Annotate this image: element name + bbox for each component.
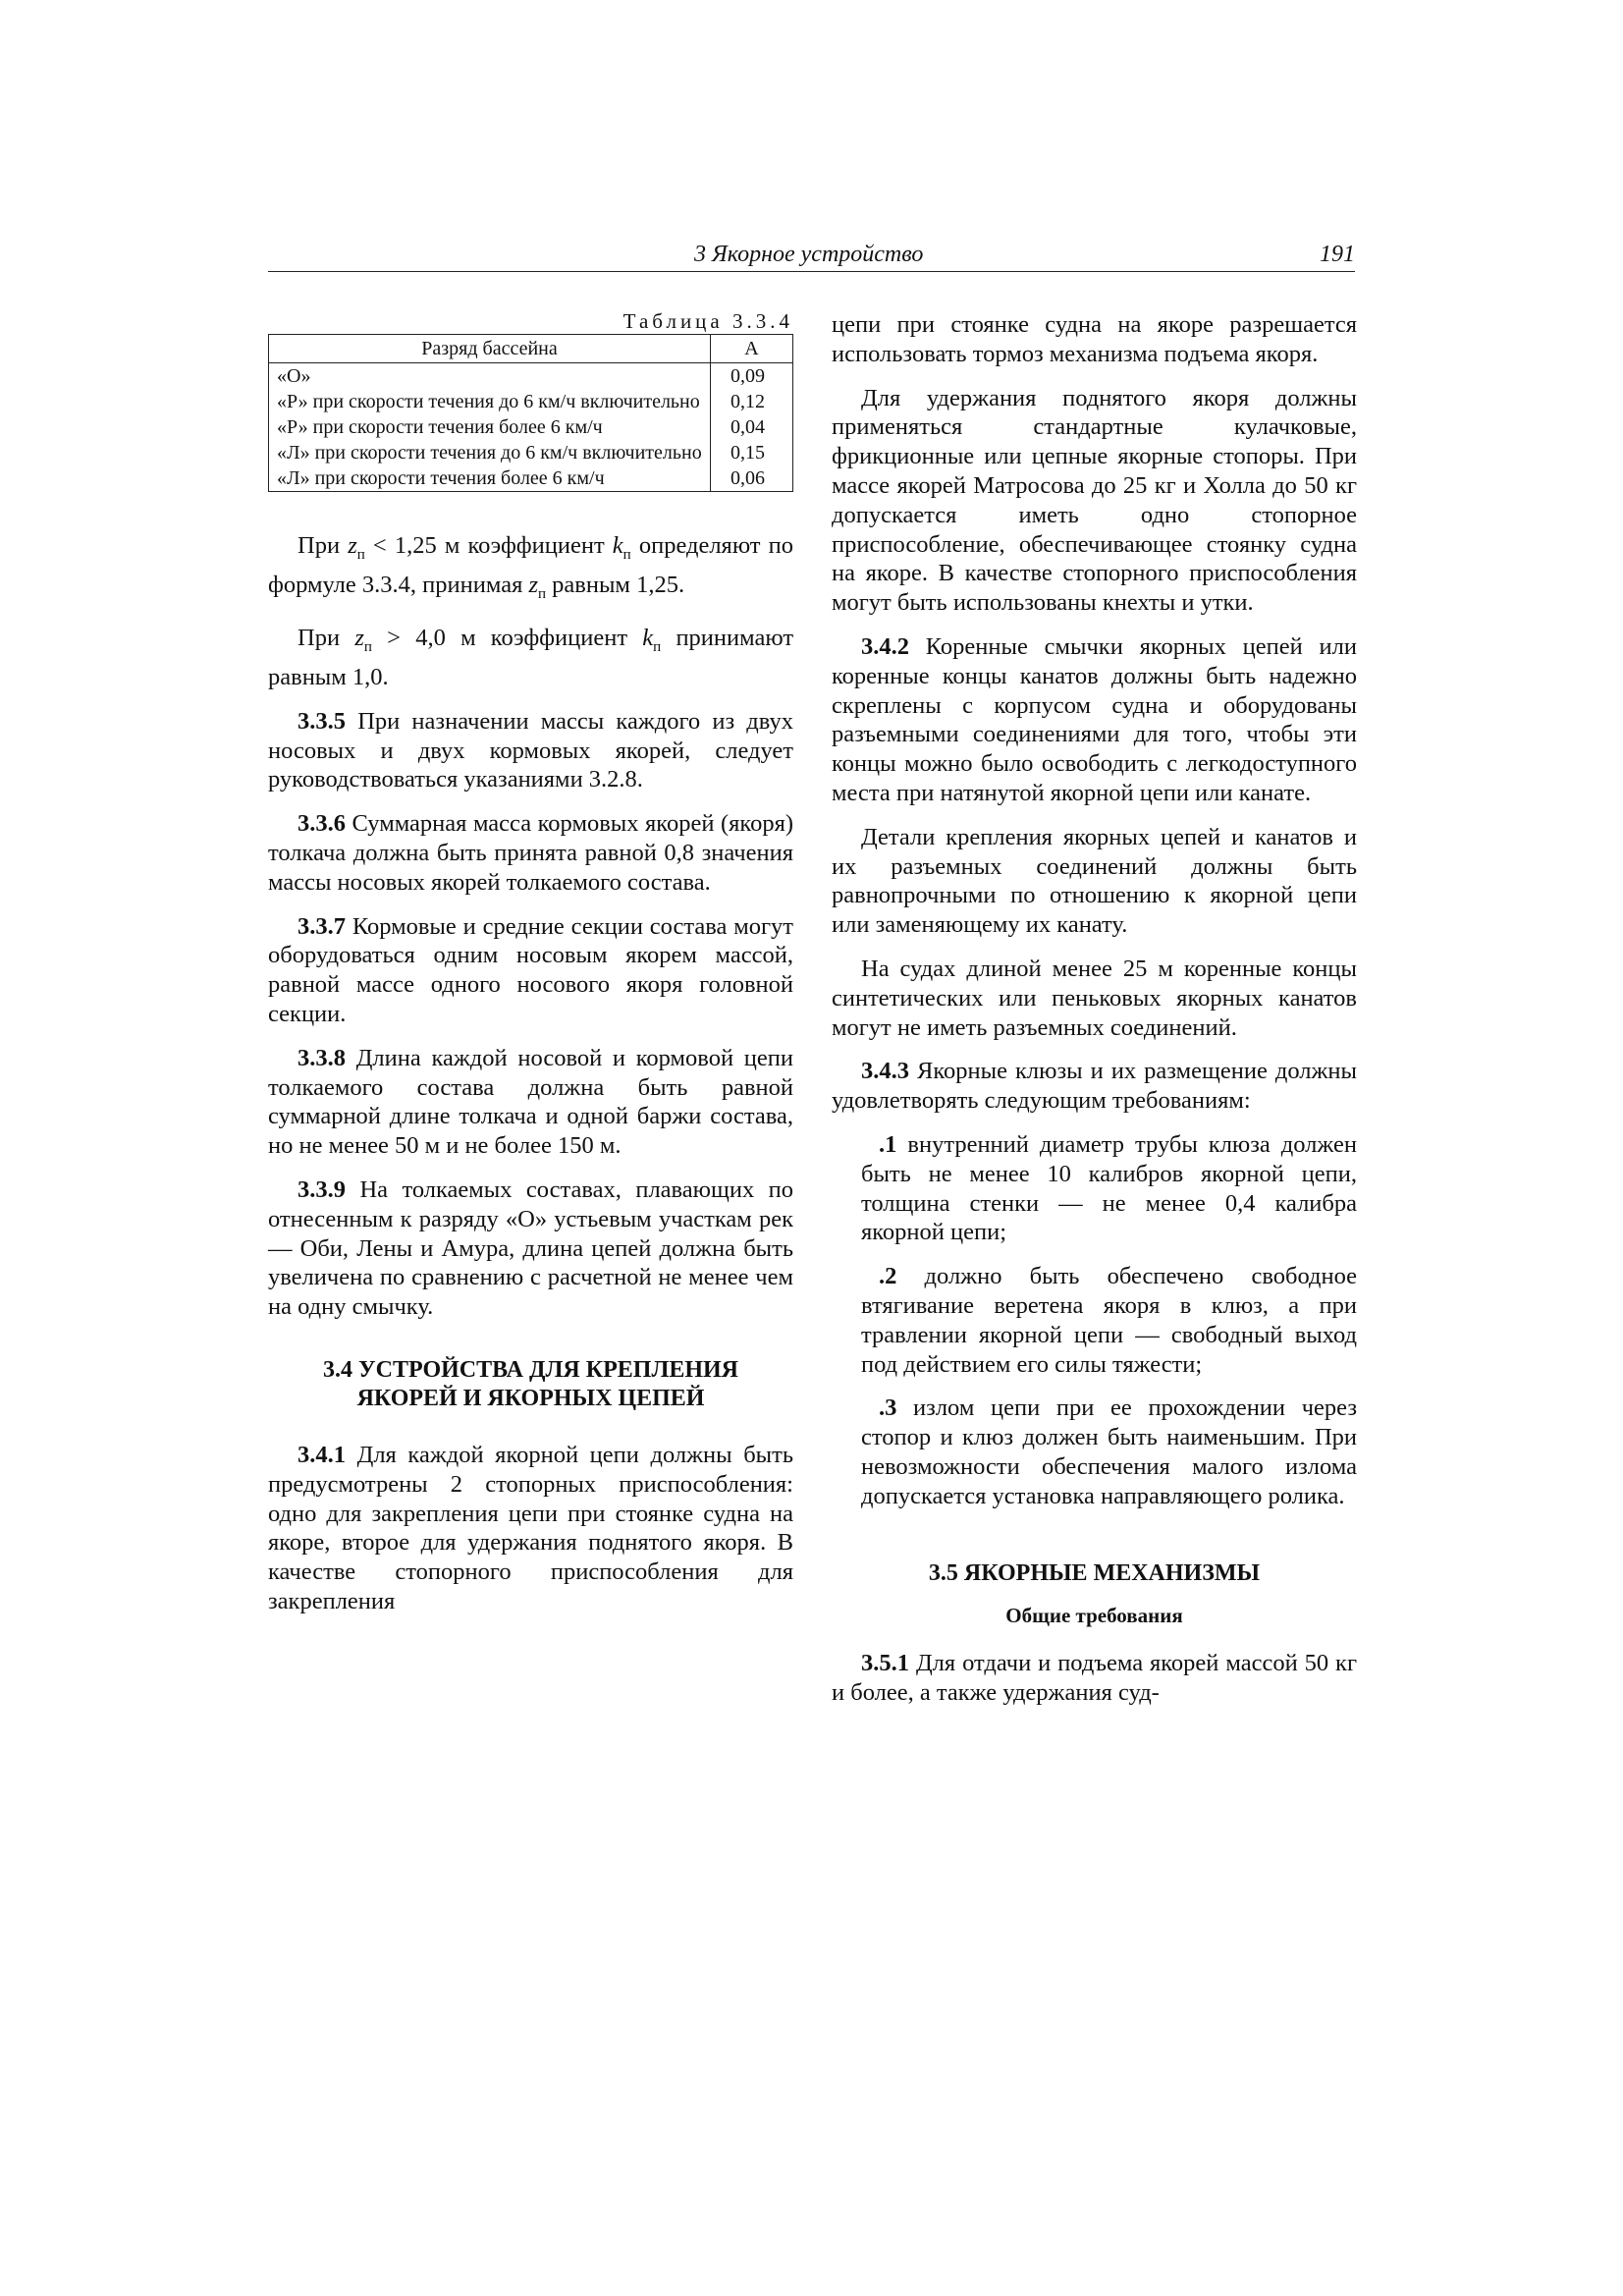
paragraph-hold-anchor: Для удержания поднятого якоря должны применяться стандартные кулачковые, фрикционные или цепные якорные стопоры. При массе якорей Матросова до 25 кг и Холла до 50 кг допускается иметь одно стопорное приспособление, обеспечивающее стоянку судна на якоре. В качестве стопорного приспособления могут быть использованы кнехты и утки. xyxy=(832,384,1357,617)
section-heading-3-4: 3.4 УСТРОЙСТВА ДЛЯ КРЕПЛЕНИЯ ЯКОРЕЙ И ЯКОРНЫХ ЦЕПЕЙ xyxy=(323,1357,738,1411)
table-header-basin: Разряд бассейна xyxy=(269,335,711,363)
clause-3-4-1: 3.4.1 Для каждой якорной цепи должны быть предусмотрены 2 стопорных приспособления: одно для закрепления цепи при стоянке судна на якоре, второе для удержания поднятого якоря. В качестве стопорного приспособления для закрепления xyxy=(268,1442,794,1614)
paragraph-z-greater: При $z_п > 4,0$ м коэффициент $k_п$ принимают равным 1,0. xyxy=(268,625,794,691)
paragraph-small-ships: На судах длиной менее 25 м коренные концы синтетических или пеньковых якорных канатов могут не иметь разъемных соединений. xyxy=(832,955,1357,1041)
clause-3-4-2: 3.4.2 Коренные смычки якорных цепей или коренные концы канатов должны быть надежно скреплены с корпусом судна и оборудованы разъемными соединениями для того, чтобы эти концы можно было освободить с легкодоступного места при натянутой якорной цепи или канате. xyxy=(832,632,1357,806)
clause-3-4-3: 3.4.3 Якорные клюзы и их размещение должны удовлетворять следующим требованиям: xyxy=(832,1058,1358,1115)
chapter-title: 3 Якорное устройство xyxy=(694,242,924,267)
clause-3-3-5: 3.3.5 При назначении массы каждого из двух носовых и двух кормовых якорей, следует руководствоваться указаниями 3.2.8. xyxy=(268,707,793,793)
table-row xyxy=(269,414,793,440)
table-cell-label: «О» xyxy=(269,363,711,390)
table-cell-label: «Л» при скорости течения более 6 км/ч xyxy=(269,465,711,492)
clause-3-3-6: 3.3.6 Суммарная масса кормовых якорей (якоря) толкача должна быть принята равной 0,8 значения массы носовых якорей толкаемого состава. xyxy=(268,810,793,896)
running-header xyxy=(268,242,1355,272)
table-caption: Таблица 3.3.4 xyxy=(622,309,793,333)
clause-3-3-7: 3.3.7 Кормовые и средние секции состава могут оборудоваться одним носовым якорем массой, равной массе одного носового якоря головной секции. xyxy=(268,912,794,1028)
paragraph-details: Детали крепления якорных цепей и канатов и их разъемных соединений должны быть равнопрочными по отношению к якорной цепи или заменяющему их канату. xyxy=(832,823,1357,939)
coefficient-table xyxy=(268,334,793,492)
right-column xyxy=(832,310,1357,1722)
paragraph-continued: цепи при стоянке судна на якоре разрешается использовать тормоз механизма подъема якоря. xyxy=(832,311,1357,367)
table-cell-value: 0,06 xyxy=(711,465,793,492)
table-cell-value: 0,12 xyxy=(711,389,793,414)
list-item-3: .3 излом цепи при ее прохождении через стопор и клюз должен быть наименьшим. При невозможности обеспечения малого излома допускается установка направляющего ролика. xyxy=(861,1394,1357,1509)
table-row xyxy=(269,440,793,465)
clause-3-5-1: 3.5.1 Для отдачи и подъема якорей массой 50 кг и более, а также удержания суд- xyxy=(832,1650,1358,1707)
table-row xyxy=(269,389,793,414)
clause-3-3-8: 3.3.8 Длина каждой носовой и кормовой цепи толкаемого состава должна быть равной суммарной длине толкача и одной баржи состава, но не менее 50 м и не более 150 м. xyxy=(268,1044,793,1160)
table-header-a: A xyxy=(711,335,793,363)
list-item-2: .2 должно быть обеспечено свободное втягивание веретена якоря в клюз, а при травлении якорной цепи — свободный выход под действием его силы тяжести; xyxy=(861,1263,1357,1378)
page-number: 191 xyxy=(1320,242,1355,267)
table-cell-label: «Р» при скорости течения более 6 км/ч xyxy=(269,414,711,440)
section-heading-3-5: 3.5 ЯКОРНЫЕ МЕХАНИЗМЫ xyxy=(928,1560,1261,1587)
subheading-general: Общие требования xyxy=(1005,1604,1183,1628)
table-cell-label: «Л» при скорости течения до 6 км/ч включительно xyxy=(269,440,711,465)
table-header-row xyxy=(269,335,793,363)
paragraph-z-less: При $z_п < 1,25$ м коэффициент $k_п$ определяют по формуле 3.3.4, принимая $z_п$ равным 1,25. xyxy=(268,532,793,602)
table-cell-value: 0,04 xyxy=(711,414,793,440)
table-row xyxy=(269,465,793,492)
list-item-1: .1 внутренний диаметр трубы клюза должен быть не менее 10 калибров якорной цепи, толщина стенки — не менее 0,4 калибра якорной цепи; xyxy=(861,1130,1357,1246)
table-cell-value: 0,09 xyxy=(711,363,793,390)
table-cell-label: «Р» при скорости течения до 6 км/ч включительно xyxy=(269,389,711,414)
clause-3-3-9: 3.3.9 На толкаемых составах, плавающих по отнесенным к разряду «О» устьевым участкам рек — Оби, Лены и Амура, длина цепей должна быть увеличена по сравнению с расчетной не менее чем на одну смычку. xyxy=(268,1176,793,1321)
table-row xyxy=(269,363,793,390)
left-column xyxy=(268,310,793,1631)
table-cell-value: 0,15 xyxy=(711,440,793,465)
